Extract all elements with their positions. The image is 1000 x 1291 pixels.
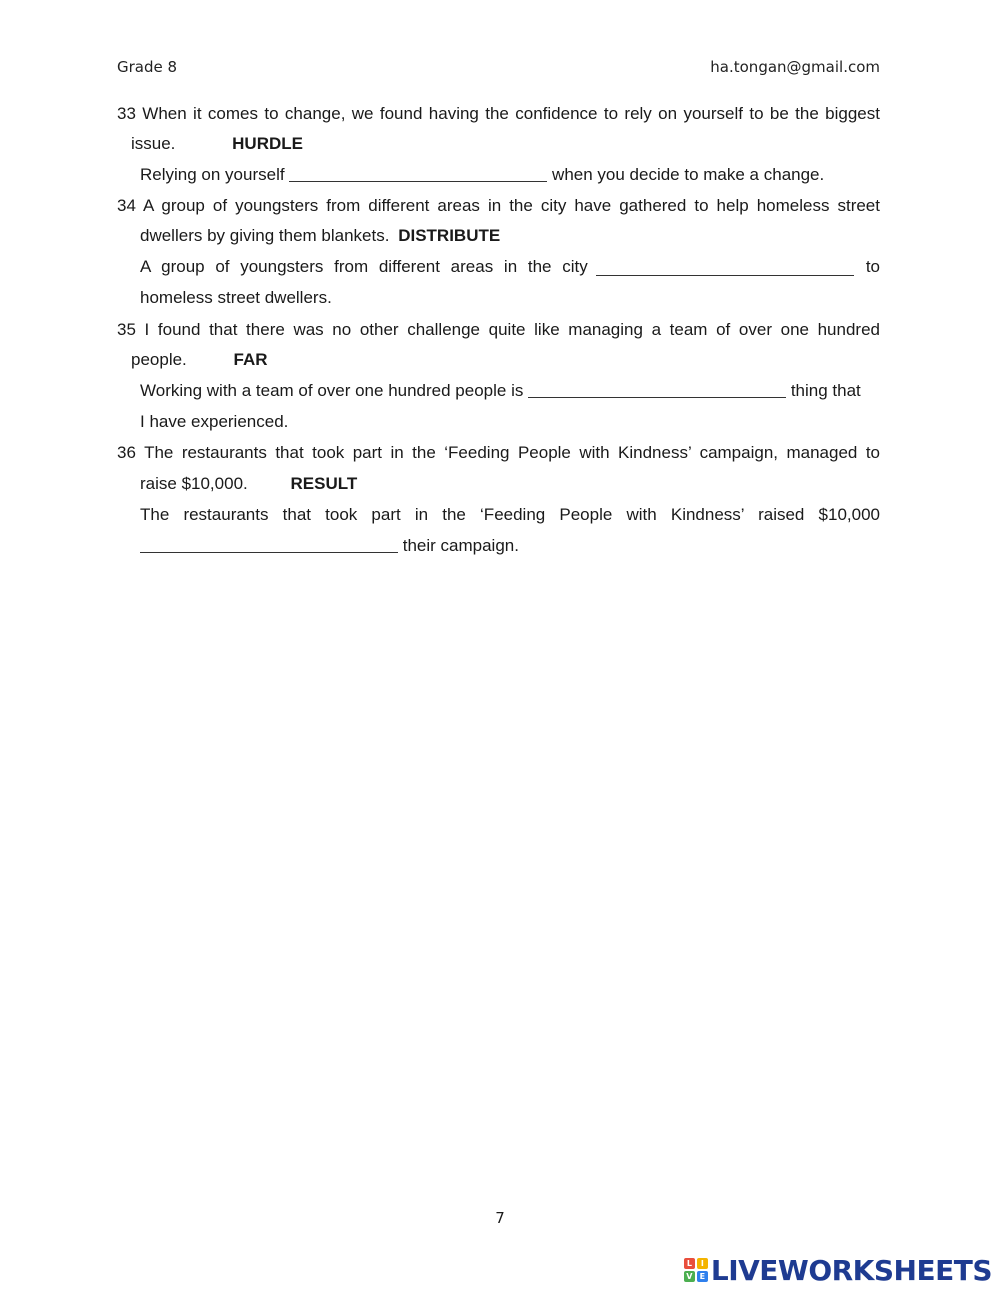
answer-33-suffix: when you decide to make a change. — [552, 165, 825, 184]
answer-33-prefix: Relying on yourself — [140, 165, 285, 184]
question-35-text: 35 I found that there was no other challenge quite like managing a team of over one hundred — [117, 320, 880, 339]
grade-label: Grade 8 — [117, 58, 178, 76]
question-33-line2 — [131, 132, 303, 156]
answer-36-line2 — [140, 534, 519, 558]
logo-letter-e: E — [697, 1271, 708, 1282]
question-35-line2 — [131, 348, 268, 372]
question-36-text: 36 The restaurants that took part in the ‘Feeding People with Kindness’ campaign, managed to — [117, 443, 880, 462]
question-34-end: dwellers by giving them blankets. — [140, 226, 390, 245]
logo-letter-l: L — [684, 1258, 695, 1269]
answer-36-suffix: their campaign. — [402, 536, 519, 555]
answer-36-blank[interactable] — [140, 535, 398, 553]
answer-34-line2: homeless street dwellers. — [140, 288, 332, 307]
liveworksheets-logo[interactable] — [684, 1252, 992, 1288]
logo-letter-i: I — [697, 1258, 708, 1269]
answer-36: The restaurants that took part in the ‘Feeding People with Kindness’ raised $10,000 — [140, 505, 880, 524]
keyword-distribute: DISTRIBUTE — [398, 226, 501, 245]
question-36-end: raise $10,000. — [140, 474, 248, 493]
question-34-line2 — [140, 224, 500, 248]
question-35-end: people. — [131, 350, 187, 369]
keyword-result: RESULT — [290, 474, 358, 493]
keyword-far: FAR — [233, 350, 268, 369]
logo-letter-v: V — [684, 1271, 695, 1282]
answer-34-blank[interactable] — [596, 258, 854, 276]
author-email: ha.tongan@gmail.com — [710, 58, 880, 76]
question-33-text: 33 When it comes to change, we found having the confidence to rely on yourself to be the biggest — [117, 104, 880, 123]
answer-34-prefix: A group of youngsters from different areas in the city — [140, 257, 588, 276]
logo-icon — [684, 1258, 708, 1282]
brand-name: LIVEWORKSHEETS — [710, 1253, 992, 1287]
keyword-hurdle: HURDLE — [232, 134, 303, 153]
answer-33 — [140, 163, 824, 187]
answer-35-blank[interactable] — [528, 380, 786, 398]
answer-34 — [140, 255, 880, 279]
page-number: 7 — [495, 1209, 505, 1227]
question-33-end: issue. — [131, 134, 176, 153]
answer-33-blank[interactable] — [289, 164, 547, 182]
answer-35-suffix: thing that — [790, 381, 861, 400]
question-34-text: 34 A group of youngsters from different areas in the city have gathered to help homeless street — [117, 196, 880, 215]
page-header — [117, 58, 880, 82]
answer-35-line2: I have experienced. — [140, 412, 289, 431]
answer-34-suffix: to — [865, 257, 880, 276]
question-36-line2 — [140, 472, 357, 496]
answer-35-prefix: Working with a team of over one hundred people is — [140, 381, 524, 400]
answer-35 — [140, 379, 861, 403]
